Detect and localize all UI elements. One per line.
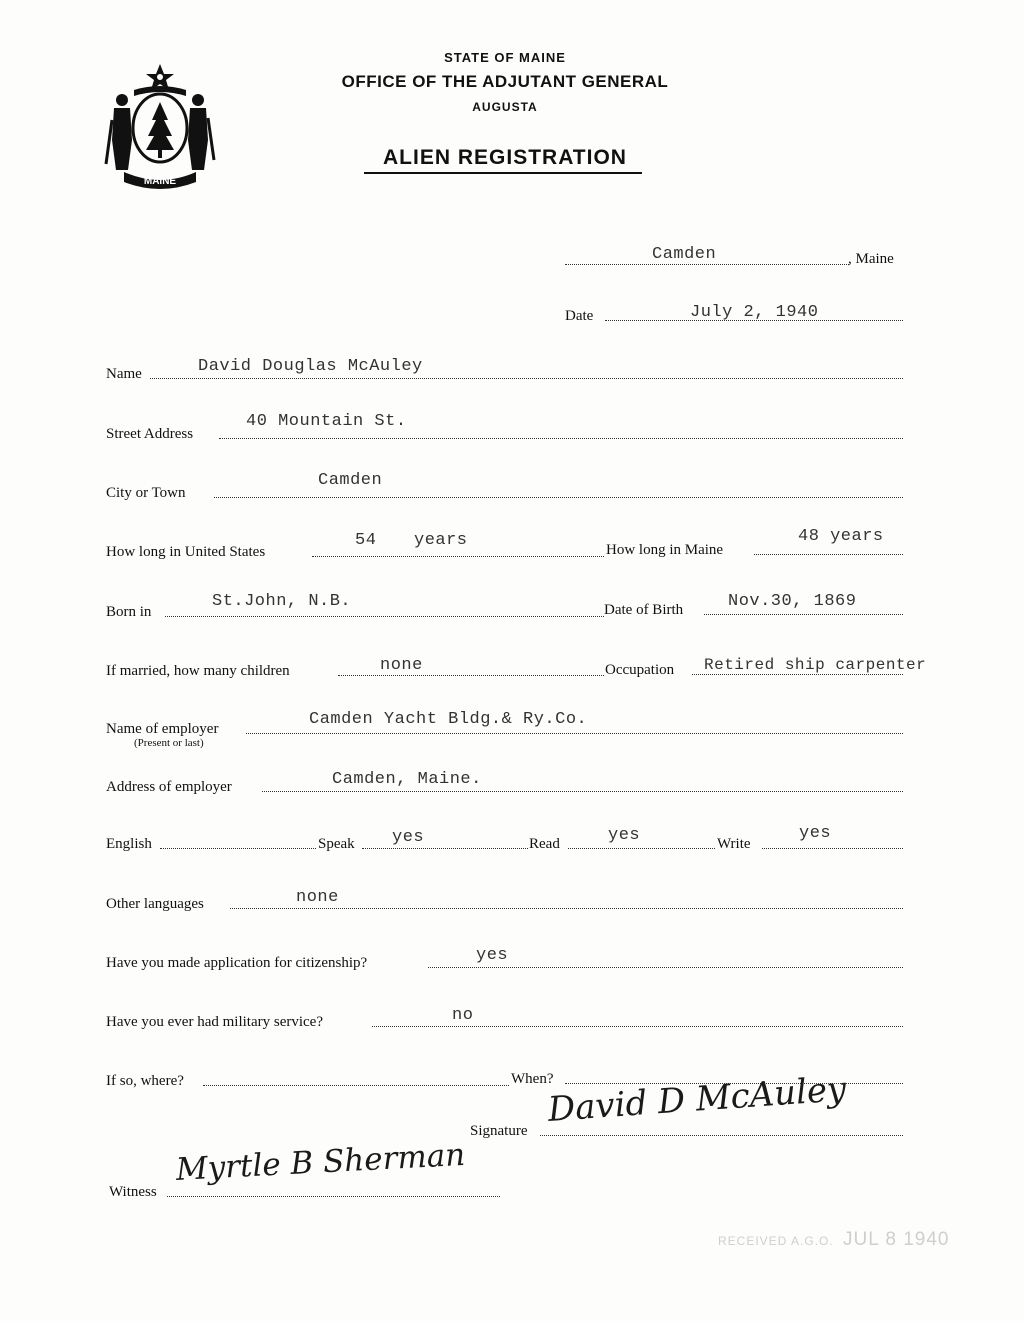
english-label: English	[106, 836, 152, 852]
military-value: no	[452, 1006, 474, 1025]
us-years-line	[312, 554, 604, 557]
citizenship-value: yes	[476, 946, 509, 965]
employer-sublabel: (Present or last)	[134, 737, 204, 749]
when-label: When?	[511, 1071, 554, 1087]
name-value: David Douglas McAuley	[198, 357, 423, 376]
received-stamp-text: RECEIVED A.G.O.	[718, 1234, 834, 1248]
date-value: July 2, 1940	[690, 303, 819, 322]
applicant-signature: David D McAuley	[546, 1069, 848, 1130]
us-years-label: How long in United States	[106, 544, 266, 560]
where-label: If so, where?	[106, 1073, 184, 1089]
write-line	[762, 846, 903, 849]
born-value: St.John, N.B.	[212, 592, 352, 611]
state-heading: STATE OF MAINE	[444, 50, 566, 65]
employer-value: Camden Yacht Bldg.& Ry.Co.	[309, 710, 588, 729]
write-label: Write	[717, 836, 751, 852]
citizenship-line	[428, 965, 903, 968]
maine-years-line	[754, 552, 903, 555]
born-line	[165, 614, 604, 617]
dob-line	[704, 612, 903, 615]
read-line	[568, 846, 715, 849]
street-line	[219, 436, 903, 439]
occupation-value: Retired ship carpenter	[704, 656, 927, 674]
dob-label: Date of Birth	[604, 602, 684, 618]
write-value: yes	[799, 824, 832, 843]
maine-years-label: How long in Maine	[606, 542, 724, 558]
city-heading: AUGUSTA	[472, 100, 538, 114]
witness-line	[167, 1194, 500, 1197]
us-years-value: 54	[355, 531, 377, 550]
children-line	[338, 673, 604, 676]
citizenship-label: Have you made application for citizenship?	[106, 955, 368, 971]
name-line	[150, 376, 903, 379]
where-line	[203, 1083, 509, 1086]
date-label: Date	[565, 308, 594, 324]
speak-line	[362, 846, 528, 849]
read-label: Read	[529, 836, 560, 852]
place-value: Camden	[652, 245, 717, 264]
employer-line	[246, 731, 903, 734]
city-line	[214, 495, 903, 498]
witness-signature: Myrtle B Sherman	[175, 1136, 467, 1188]
signature-label: Signature	[470, 1123, 528, 1139]
city-value: Camden	[318, 471, 383, 490]
svg-text:MAINE: MAINE	[143, 176, 177, 187]
signature-line	[540, 1133, 903, 1136]
born-label: Born in	[106, 604, 152, 620]
other-languages-label: Other languages	[106, 896, 204, 912]
children-label: If married, how many children	[106, 663, 290, 679]
us-years-unit: years	[414, 531, 468, 550]
speak-label: Speak	[318, 836, 355, 852]
form-title: ALIEN REGISTRATION	[383, 146, 627, 169]
military-label: Have you ever had military service?	[106, 1014, 323, 1030]
office-heading: OFFICE OF THE ADJUTANT GENERAL	[341, 72, 669, 91]
other-languages-value: none	[296, 888, 339, 907]
city-label: City or Town	[106, 485, 186, 501]
street-value: 40 Mountain St.	[246, 412, 407, 431]
name-label: Name	[106, 366, 142, 382]
read-value: yes	[608, 826, 641, 845]
place-suffix: , Maine	[848, 251, 894, 267]
employer-label: Name of employer	[106, 721, 219, 737]
speak-value: yes	[392, 828, 425, 847]
witness-label: Witness	[109, 1184, 157, 1200]
received-stamp-date: JUL 8 1940	[843, 1229, 950, 1250]
children-value: none	[380, 656, 423, 675]
occupation-label: Occupation	[605, 662, 675, 678]
english-line	[160, 846, 316, 849]
state-seal-icon	[104, 60, 216, 190]
maine-years-value: 48 years	[798, 527, 884, 546]
employer-address-label: Address of employer	[106, 779, 232, 795]
street-label: Street Address	[106, 426, 194, 442]
dob-value: Nov.30, 1869	[728, 592, 857, 611]
employer-address-value: Camden, Maine.	[332, 770, 482, 789]
title-underline	[364, 172, 642, 174]
employer-address-line	[262, 789, 903, 792]
